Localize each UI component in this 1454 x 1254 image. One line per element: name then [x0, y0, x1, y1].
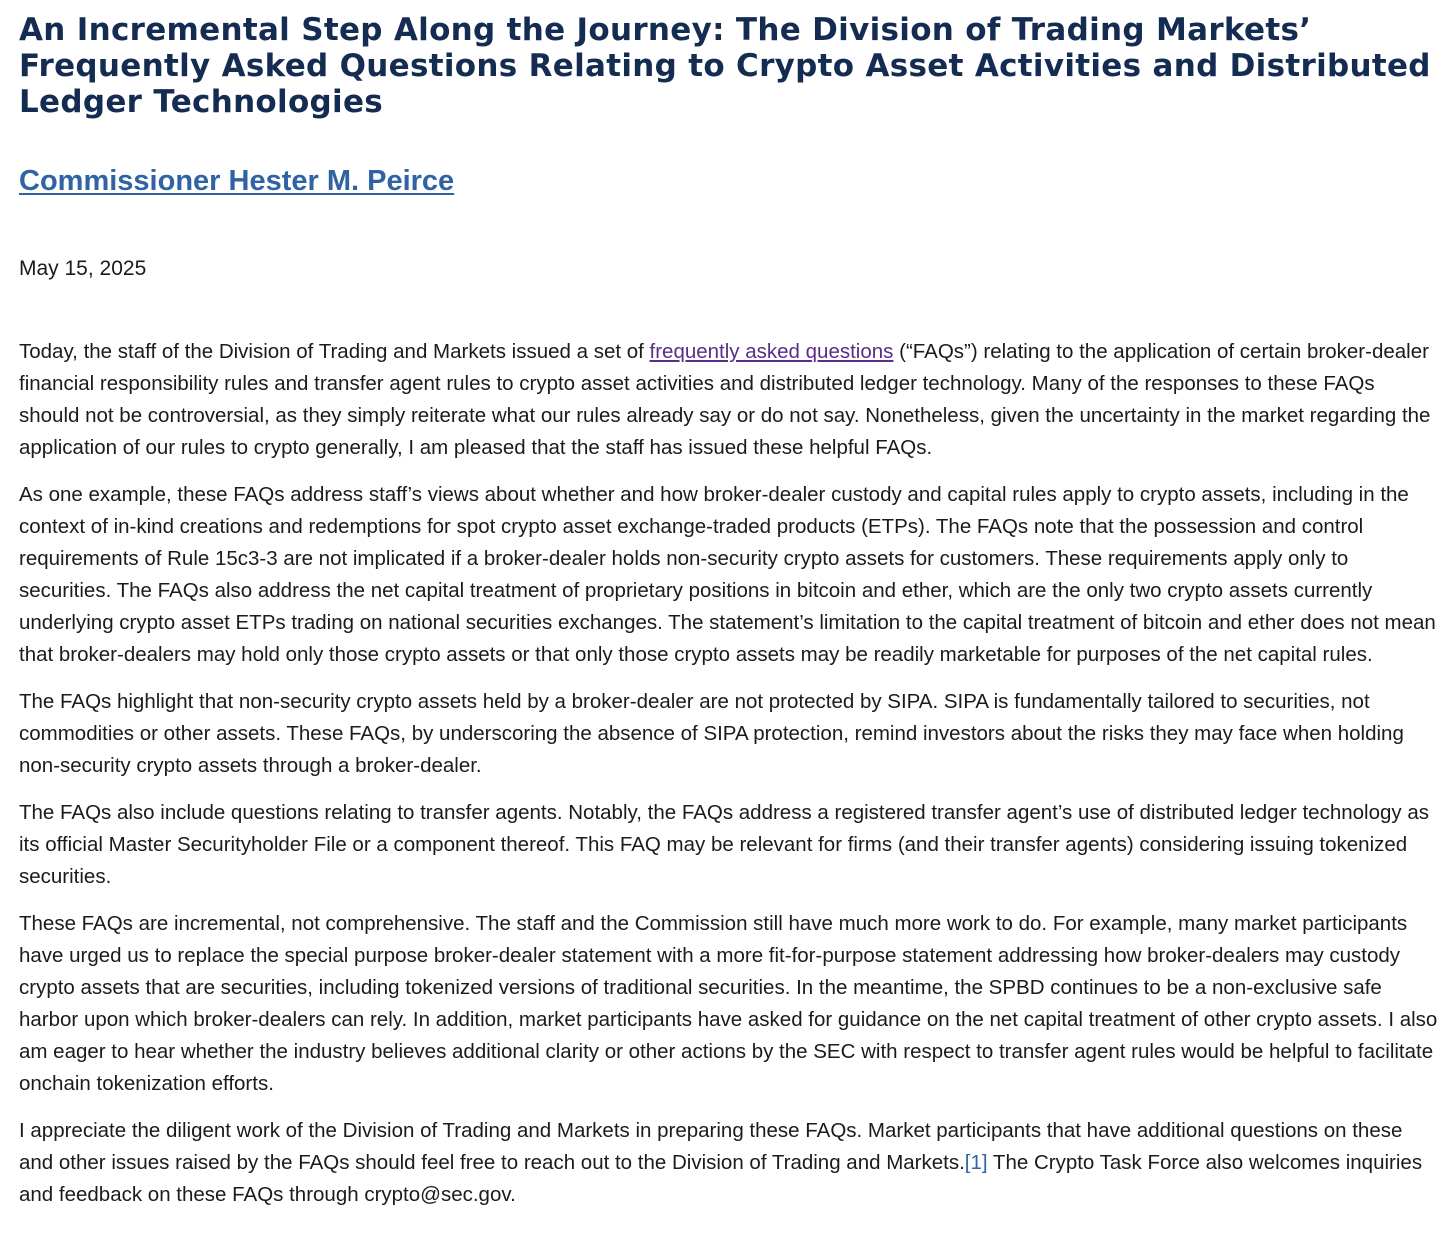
paragraph-6-text-after: The Crypto Task Force also welcomes inquiries and feedback on these FAQs through crypto@sec.gov. — [19, 1151, 1423, 1206]
statement-article — [19, 12, 1439, 1226]
paragraph-2: As one example, these FAQs address staff’s views about whether and how broker-dealer custody and capital rules apply to crypto assets, including in the context of in-kind creations and redemptions for spot crypto asset exchange-traded products (ETPs). The FAQs note that the possession and control requirements of Rule 15c3-3 are not implicated if a broker-dealer holds non-security crypto assets for customers. These requirements apply only to securities. The FAQs also address the net capital treatment of proprietary positions in bitcoin and ether, which are the only two crypto assets currently underlying crypto asset ETPs trading on national securities exchanges. The statement’s limitation to the capital treatment of bitcoin and ether does not mean that broker-dealers may hold only those crypto assets or that only those crypto assets may be readily marketable for purposes of the net capital rules. — [19, 483, 1436, 666]
page-title: An Incremental Step Along the Journey: The Division of Trading Markets’ Frequently Asked Questions Relating to Crypto Asset Activities and Distributed Ledger Technologies — [19, 12, 1431, 120]
paragraph-4: The FAQs also include questions relating to transfer agents. Notably, the FAQs address a registered transfer agent’s use of distributed ledger technology as its official Master Securityholder File or a component thereof. This FAQ may be relevant for firms (and their transfer agents) considering issuing tokenized securities. — [19, 801, 1429, 888]
paragraph-1-text-after: (“FAQs”) relating to the application of certain broker-dealer financial responsibility rules and transfer agent rules to crypto asset activities and distributed ledger technology. Many of the responses to these FAQs should not be controversial, as they simply reiterate what our rules already say or do not say. Nonetheless, given the uncertainty in the market regarding the application of our rules to crypto generally, I am pleased that the staff has issued these helpful FAQs. — [19, 340, 1431, 459]
paragraph-5: These FAQs are incremental, not comprehensive. The staff and the Commission still have much more work to do. For example, many market participants have urged us to replace the special purpose broker-dealer statement with a more fit-for-purpose statement addressing how broker-dealers may custody crypto assets that are securities, including tokenized versions of traditional securities. In the meantime, the SPBD continues to be a non-exclusive safe harbor upon which broker-dealers can rely. In addition, market participants have asked for guidance on the net capital treatment of other crypto assets. I also am eager to hear whether the industry believes additional clarity or other actions by the SEC with respect to transfer agent rules would be helpful to facilitate onchain tokenization efforts. — [19, 912, 1438, 1095]
faq-link[interactable]: frequently asked questions — [649, 340, 894, 363]
paragraph-3: The FAQs highlight that non-security crypto assets held by a broker-dealer are not protected by SIPA. SIPA is fundamentally tailored to securities, not commodities or other assets. These FAQs, by underscoring the absence of SIPA protection, remind investors about the risks they may face when holding non-security crypto assets through a broker-dealer. — [19, 690, 1404, 777]
footnote-1-link[interactable]: [1] — [964, 1151, 988, 1174]
author-link[interactable]: Commissioner Hester M. Peirce — [19, 165, 455, 197]
publication-date: May 15, 2025 — [19, 257, 147, 280]
paragraph-1-text-before: Today, the staff of the Division of Trading and Markets issued a set of — [19, 340, 650, 363]
paragraph-6 — [19, 1115, 1439, 1211]
paragraph-6-text-before: I appreciate the diligent work of the Division of Trading and Markets in preparing these FAQs. Market participants that have additional questions on these and other issues raised by the FAQs should feel free to reach out to the Division of Trading and Markets. — [19, 1119, 1403, 1174]
author-byline — [19, 164, 1439, 198]
article-body — [19, 336, 1439, 1211]
paragraph-1 — [19, 336, 1439, 464]
